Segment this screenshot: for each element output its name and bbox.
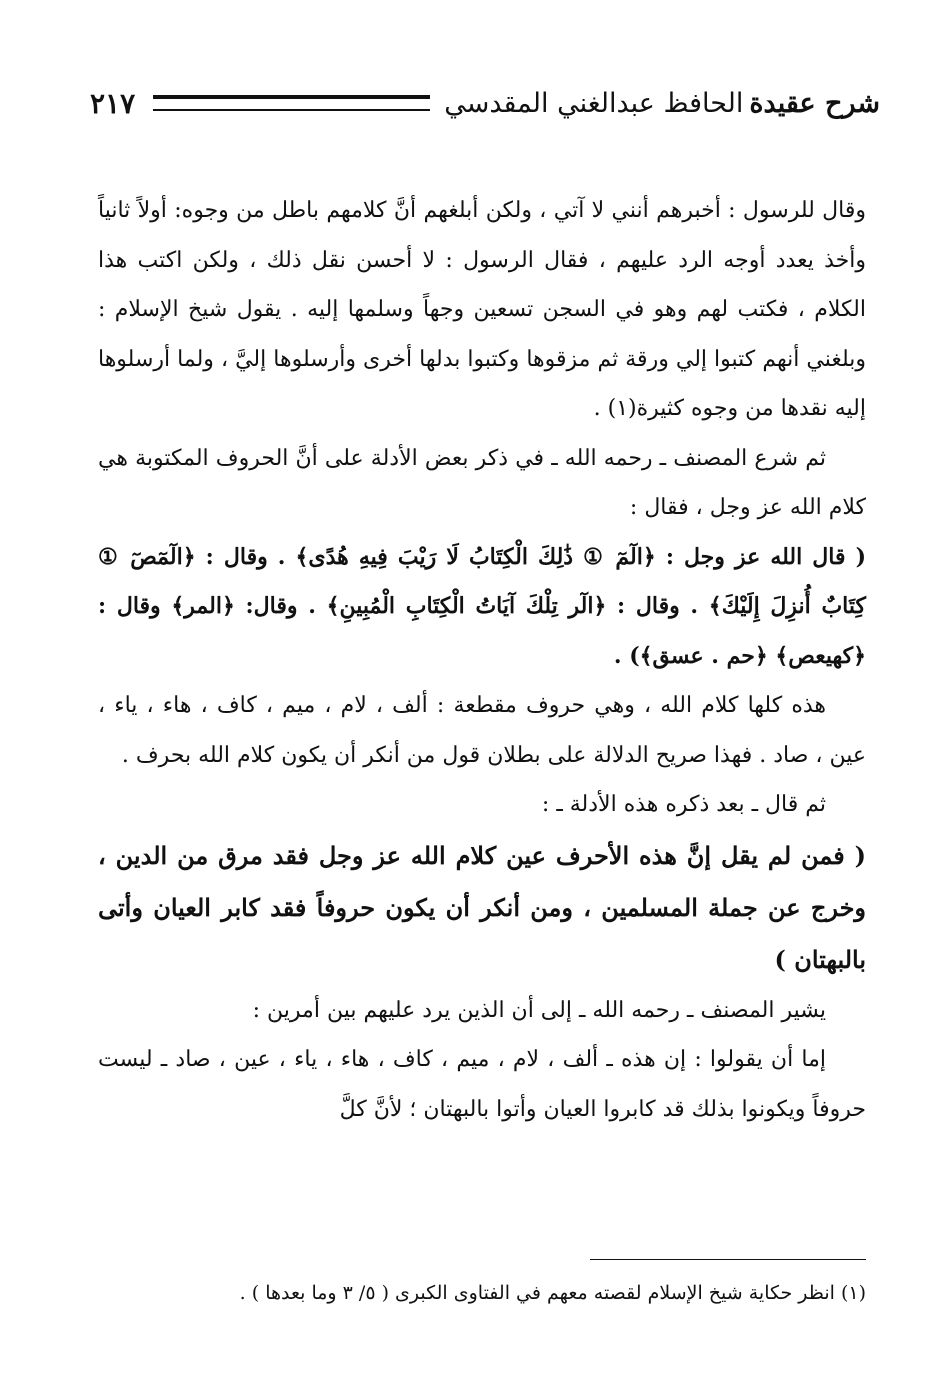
page-number: ٢١٧ [90,86,136,120]
paragraph-3: هذه كلها كلام الله ، وهي حروف مقطعة : ألف ، لام ، ميم ، كاف ، هاء ، ياء ، عين ، صاد . فهذا صريح الدلالة على بطلان قول من أنكر أن يكون كلام الله بحرف . [98,693,866,768]
body-text [98,186,866,1134]
running-title-strong: شرح عقيدة [749,87,880,119]
running-title-rest: الحافظ عبدالغني المقدسي [444,87,744,119]
page-header [90,78,880,128]
paragraph-1: وقال للرسول : أخبرهم أنني لا آتي ، ولكن أبلغهم أنَّ كلامهم باطل من وجوه: أولاً ثانياً وأخذ يعدد أوجه الرد عليهم ، فقال الرسول : لا أحسن نقل ذلك ، ولكن اكتب هذا الكلام ، فكتب لهم وهو في السجن تسعين وجهاً وسلمها إليه . يقول شيخ الإسلام : وبلغني أنهم كتبوا إلي ورقة ثم مزقوها وكتبوا بدلها أخرى وأرسلوها إليَّ ، ولما أرسلوها إليه نقدها من وجوه كثيرة(١) . [98,198,866,421]
paragraph-6: إما أن يقولوا : إن هذه ـ ألف ، لام ، ميم ، كاف ، هاء ، ياء ، عين ، صاد ـ ليست حروفاً ويكونوا بذلك قد كابروا العيان وأتوا بالبهتان ؛ لأنَّ كلَّ [98,1047,866,1122]
footnote-rule [590,1259,866,1260]
paragraph-5: يشير المصنف ـ رحمه الله ـ إلى أن الذين يرد عليهم بين أمرين : [252,997,826,1023]
quoted-verses: ( قال الله عز وجل : ﴿الٓمٓ ① ذَٰلِكَ الْكِتَابُ لَا رَيْبَ فِيهِ هُدًى﴾ . وقال : ﴿الٓمٓصٓ ① كِتَابٌ أُنزِلَ إِلَيْكَ﴾ . وقال : ﴿الٓر تِلْكَ آيَاتُ الْكِتَابِ الْمُبِينِ﴾ . وقال: ﴿المر﴾ وقال : ﴿كهيعص﴾ ﴿حم . عسق﴾) . [98,543,866,669]
paragraph-4: ثم قال ـ بعد ذكره هذه الأدلة ـ : [541,792,826,817]
header-rule [153,95,430,111]
author-quote: ( فمن لم يقل إنَّ هذه الأحرف عين كلام الله عز وجل فقد مرق من الدين ، وخرج عن جملة المسلمين ، ومن أنكر أن يكون حروفاً فقد كابر العيان وأتى بالبهتان ) [98,840,866,974]
paragraph-2: ثم شرع المصنف ـ رحمه الله ـ في ذكر بعض الأدلة على أنَّ الحروف المكتوبة هي كلام الله عز وجل ، فقال : [98,445,866,520]
footnote: (١) انظر حكاية شيخ الإسلام لقصته معهم في الفتاوى الكبرى ( ٥/ ٣ وما بعدها ) . [239,1282,866,1304]
running-title [444,88,880,119]
